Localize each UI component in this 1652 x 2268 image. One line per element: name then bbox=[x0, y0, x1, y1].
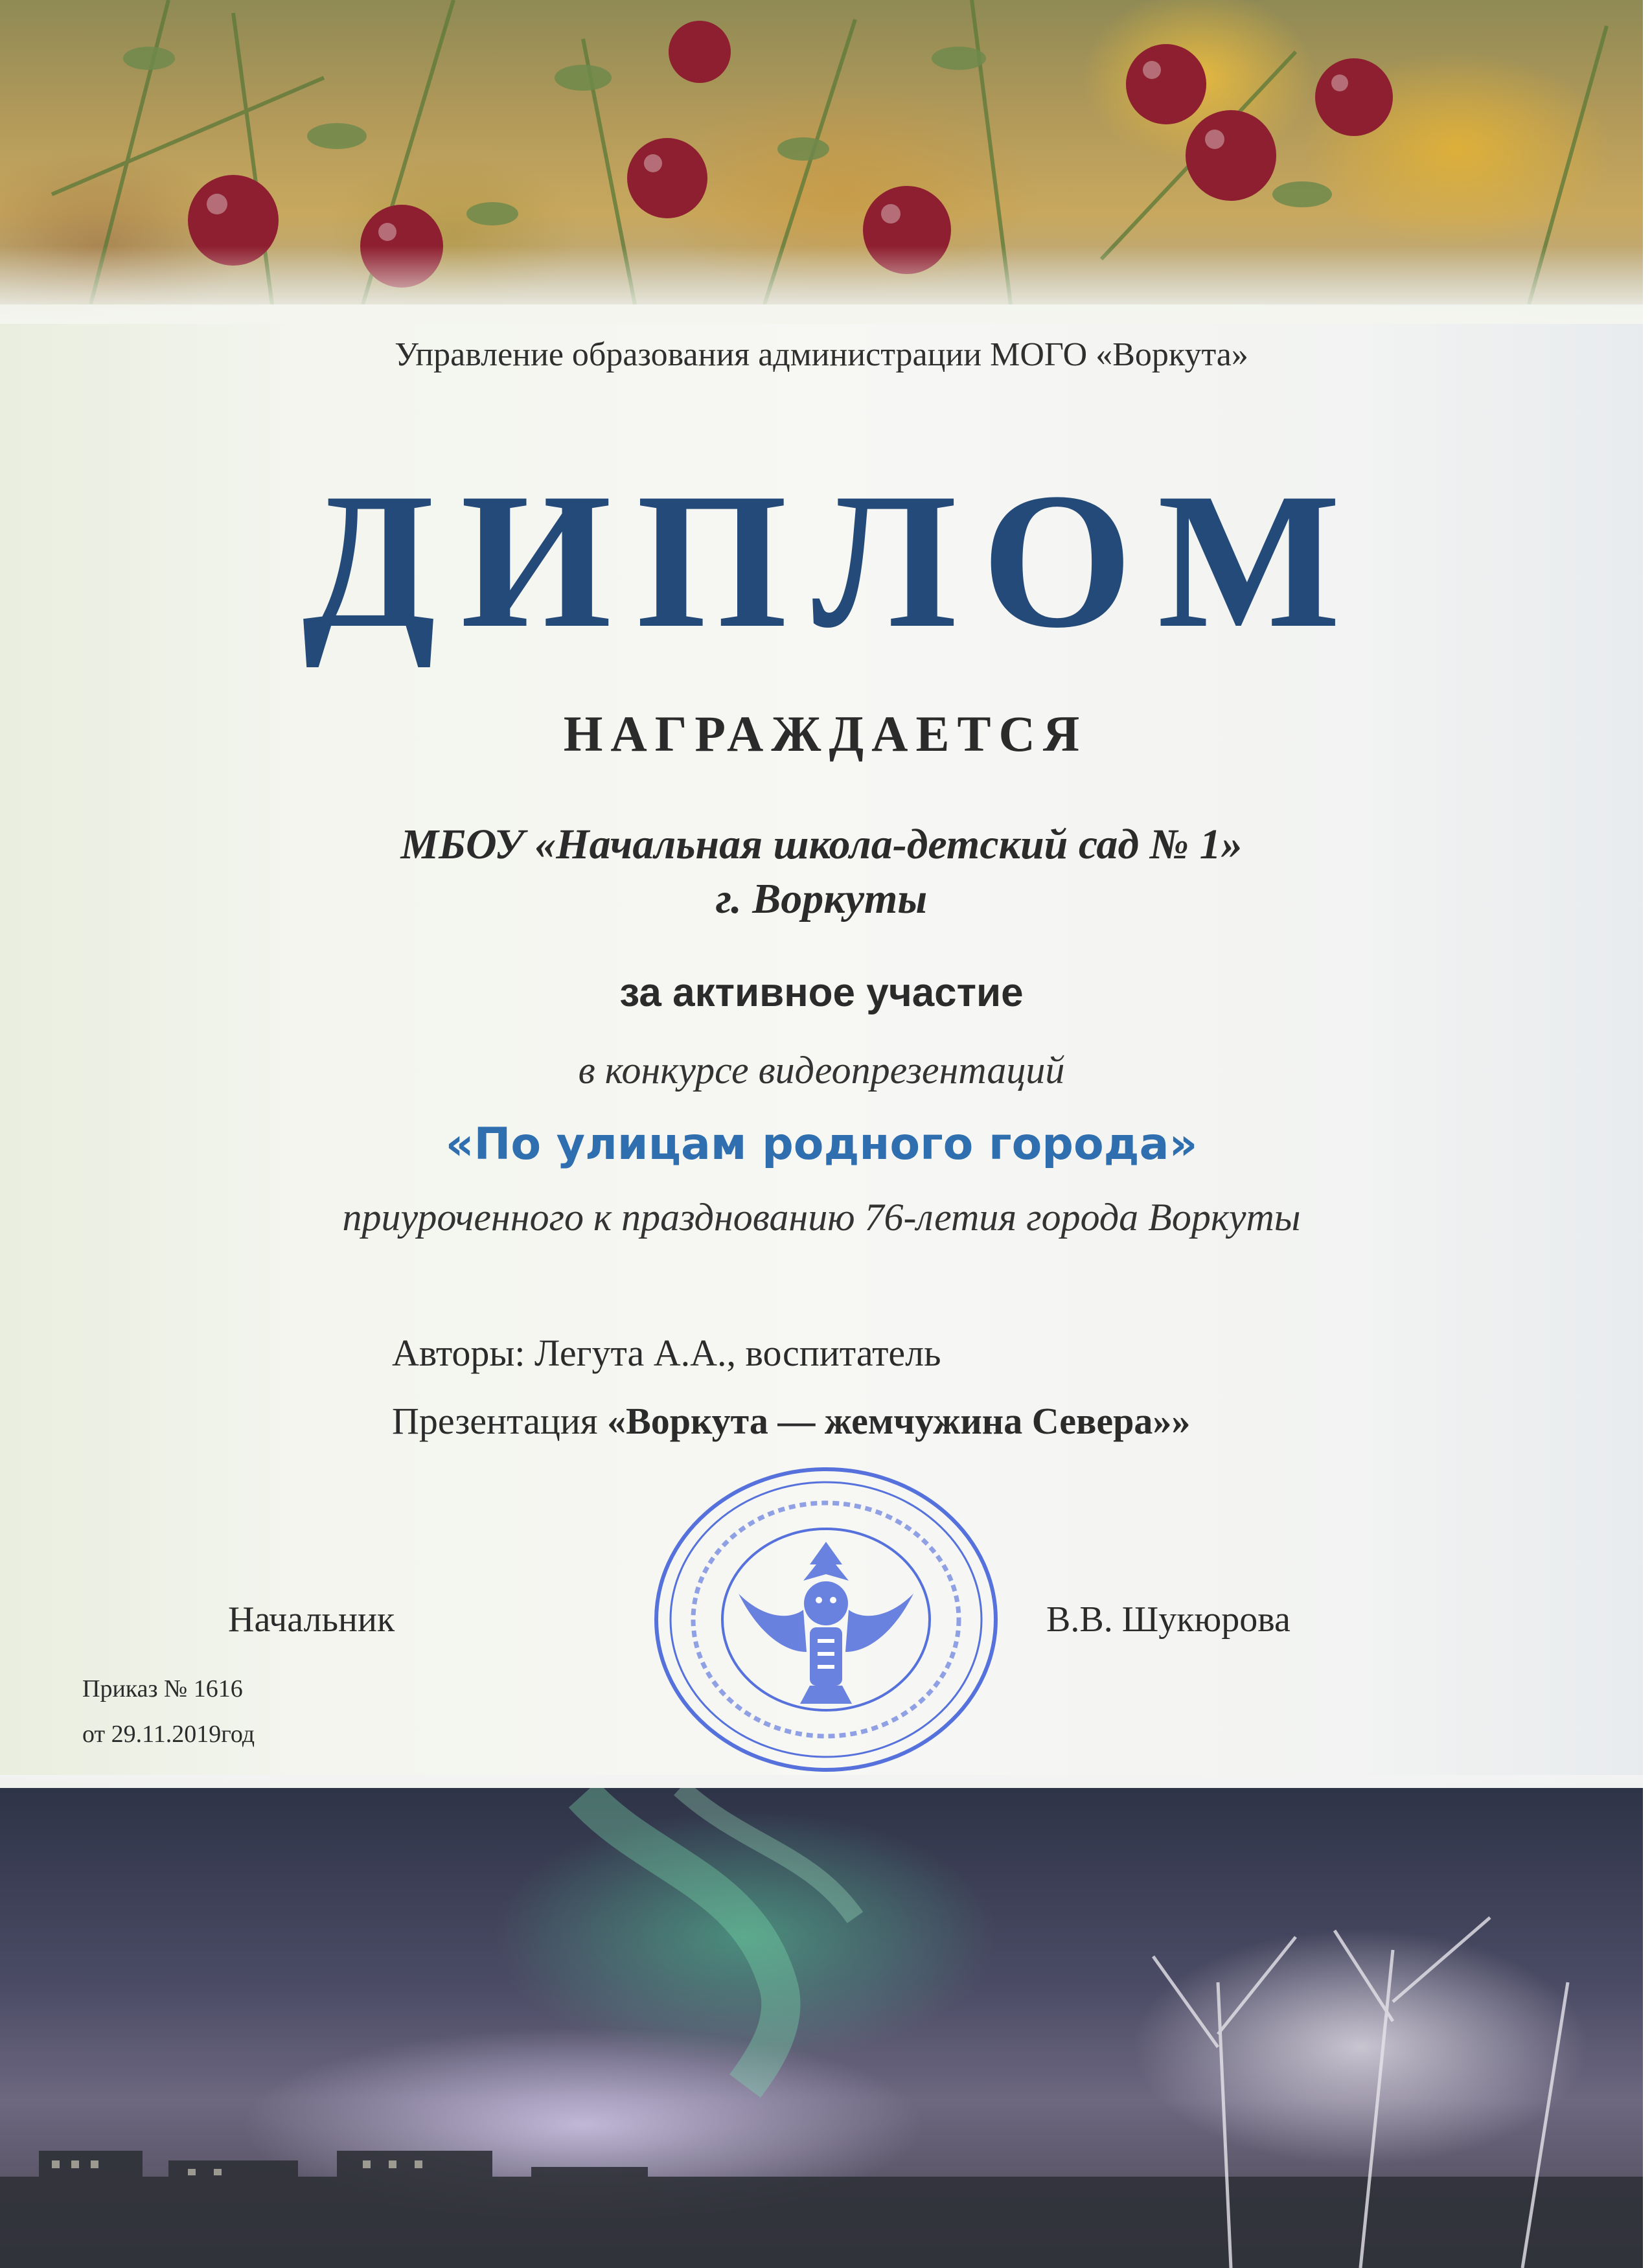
contest-occasion: приуроченного к празднованию 76-летия города Воркуты bbox=[342, 1196, 1301, 1239]
recipient-name: МБОУ «Начальная школа-детский сад № 1» bbox=[400, 821, 1243, 868]
order-number: Приказ № 1616 bbox=[82, 1675, 243, 1702]
top-fade bbox=[0, 246, 1643, 324]
stamp-seal-graphic bbox=[648, 1458, 1004, 1781]
presentation-label: Презентация bbox=[392, 1400, 608, 1442]
signatory-position: Начальник bbox=[228, 1599, 395, 1640]
order-date: от 29.11.2019год bbox=[82, 1721, 255, 1748]
diploma-title: ДИПЛОМ bbox=[302, 453, 1366, 668]
issuing-organization: Управление образования администрации МОГО «Воркута» bbox=[395, 336, 1248, 373]
contest-title: «По улицам родного города» bbox=[445, 1119, 1198, 1170]
contest-description: в конкурсе видеопрезентаций bbox=[578, 1049, 1065, 1092]
signatory-name: В.В. Шукюрова bbox=[1046, 1599, 1291, 1640]
presentation-line bbox=[392, 1399, 1190, 1443]
recipient-city: г. Воркуты bbox=[715, 875, 928, 922]
recipient bbox=[0, 818, 1643, 926]
awarded-heading: НАГРАЖДАЕТСЯ bbox=[563, 705, 1088, 762]
scan-edge bbox=[1643, 0, 1652, 2268]
award-reason: за активное участие bbox=[619, 970, 1024, 1015]
presentation-title: «Воркута — жемчужина Севера»» bbox=[607, 1400, 1191, 1442]
aurora-photo-band bbox=[0, 1788, 1643, 2268]
aurora-town-illustration bbox=[0, 1788, 1643, 2268]
authors-line: Авторы: Легута А.А., воспитатель bbox=[392, 1332, 941, 1374]
official-stamp bbox=[648, 1458, 1004, 1781]
